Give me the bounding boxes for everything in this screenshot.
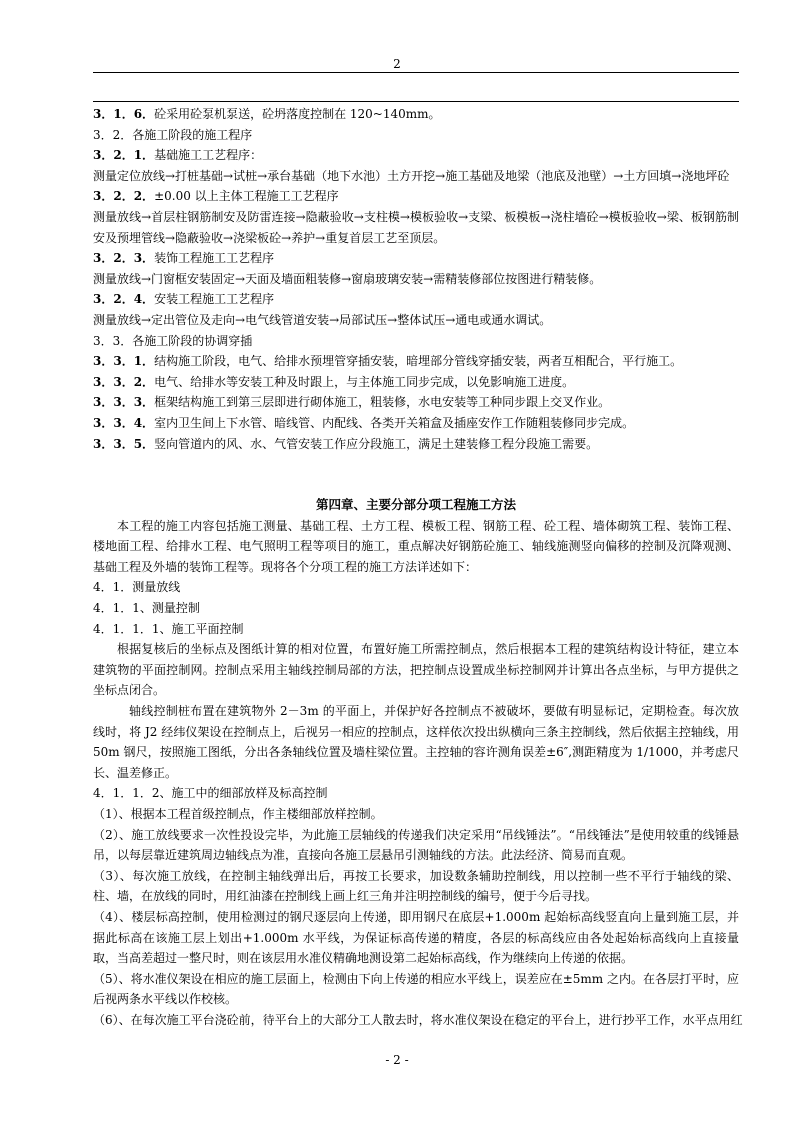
item-3-3-5: 3．3．5．竖向管道内的风、水、气管安装工作应分段施工，满足土建装修工程分段施工需要。 — [93, 436, 599, 451]
section-3-2-heading: 3．2．各施工阶段的施工程序 — [93, 127, 253, 142]
item-3-3-4: 3．3．4．室内卫生间上下水管、暗线管、内配线、各类开关箱盒及插座安作工作随粗装修同步完成。 — [93, 415, 635, 430]
list-item-6: （6）、在每次施工平台浇砼前，待平台上的大部分工人散去时，将水准仪架设在稳定的平台上，进行抄平工作，水平点用红 — [93, 1012, 743, 1027]
section-4-1-1-2-heading: 4．1．1．2、施工中的细部放样及标高控制 — [93, 786, 328, 801]
page-footer-number: - 2 - — [385, 1053, 409, 1067]
axis-control-paragraph: 轴线控制桩布置在建筑物外 2－3m 的平面上，并保护好各控制点不被破坏，要做有明显标记，定期检查。每次放线时，将 J2 经纬仪架设在控制点上，后视另一相应的控制点，这样依次投出纵横向三条主控制线，然后依据主控轴线，用 50m 钢尺，按照施工图纸，分出各条轴线位置及墙柱梁位置。主控轴的容许测角误差±6″,测距精度为 1/1000，并考虑尺长、温差修正。 — [93, 704, 739, 780]
item-3-3-3: 3．3．3．框架结构施工到第三层即进行砌体施工，粗装修，水电安装等工种同步跟上交叉作业。 — [93, 395, 611, 410]
item-3-1-6: 3．1．6．砼采用砼泵机泵送，砼坍落度控制在 120~140mm。 — [93, 107, 441, 121]
header-rule — [93, 72, 739, 73]
document-body — [93, 104, 743, 1031]
page-header-number: 2 — [393, 57, 401, 71]
list-item-3: （3）、每次施工放线，在控制主轴线弹出后，再按工长要求，加设数条辅助控制线，用以控制一些不平行于轴线的梁、柱、墙，在放线的同时，用红油漆在控制线上画上红三角并注明控制线的编号，便于今后寻找。 — [93, 868, 739, 904]
item-3-2-1: 3．2．1．基础施工工艺程序： — [93, 148, 263, 163]
foundation-process: 测量定位放线→打桩基础→试桩→承台基础（地下水池）土方开挖→施工基础及地梁（池底及池壁）→土方回填→浇地坪砼 — [93, 168, 730, 183]
item-3-2-4: 3．2．4．安装工程施工工艺程序 — [93, 292, 275, 307]
section-3-3-heading: 3．3．各施工阶段的协调穿插 — [93, 333, 253, 348]
installation-process: 测量放线→定出管位及走向→电气线管道安装→局部试压→整体试压→通电或通水调试。 — [93, 312, 552, 327]
section-4-1-1-1-heading: 4．1．1．1、施工平面控制 — [93, 621, 244, 636]
main-structure-process: 测量放线→首层柱钢筋制安及防雷连接→隐蔽验收→支柱模→模板验收→支梁、板模板→浇柱墙砼→模板验收→梁、板钢筋制安及预埋管线→隐蔽验收→浇梁板砼→养护→重复首层工艺至顶层。 — [93, 209, 739, 245]
item-3-3-2: 3．3．2．电气、给排水等安装工种及时跟上，与主体施工同步完成，以免影响施工进度。 — [93, 374, 575, 389]
decoration-process: 测量放线→门窗框安装固定→天面及墙面粗装修→窗扇玻璃安装→需精装修部位按图进行精装修。 — [93, 271, 602, 286]
item-3-3-1: 3．3．1．结构施工阶段，电气、给排水预埋管穿插安装，暗埋部分管线穿插安装，两者互相配合，平行施工。 — [93, 354, 683, 369]
section-4-1-heading: 4．1．测量放线 — [93, 580, 181, 595]
chapter-4-intro: 本工程的施工内容包括施工测量、基础工程、土方工程、模板工程、钢筋工程、砼工程、墙体砌筑工程、装饰工程、楼地面工程、给排水工程、电气照明工程等项目的施工，重点解决好钢筋砼施工、轴线施测竖向偏移的控制及沉降观测、基础工程及外墙的装饰工程等。现将各个分项工程的施工方法详述如下： — [93, 518, 739, 574]
section-4-1-1-heading: 4．1．1、测量控制 — [93, 601, 200, 616]
chapter-spacer — [93, 454, 739, 495]
list-item-4: （4）、楼层标高控制，使用检测过的钢尺逐层向上传递，即用钢尺在底层+1.000m 起始标高线竖直向上量到施工层，并据此标高在该施工层上划出+1.000m 水平线，为保证标高传递的精度，各层的标高线应由各处起始标高线向上直接量取，当高差超过一整尺时，则在该层用水准仪精确地测设第二起始标高线，作为继续向上传递的依据。 — [93, 909, 739, 966]
list-item-2: （2）、施工放线要求一次性投设完毕，为此施工层轴线的传递我们决定采用“吊线锤法”。“吊线锤法”是使用较重的线锤悬吊，以每层靠近建筑周边轴线点为准，直接向各施工层悬吊引测轴线的方法。此法经济、简易而直观。 — [93, 827, 739, 863]
plane-control-paragraph: 根据复核后的坐标点及图纸计算的相对位置，布置好施工所需控制点，然后根据本工程的建筑结构设计特征，建立本建筑物的平面控制网。控制点采用主轴线控制局部的方法，把控制点设置成坐标控制网并计算出各点坐标，与甲方提供之坐标点闭合。 — [93, 642, 739, 698]
item-3-2-3: 3．2．3．装饰工程施工工艺程序 — [93, 251, 275, 266]
content-top-rule — [93, 101, 739, 102]
chapter-4-title: 第四章、主要分部分项工程施工方法 — [315, 497, 516, 513]
list-item-1: （1）、根据本工程首级控制点，作主楼细部放样控制。 — [93, 807, 383, 821]
list-item-5: （5）、将水准仪架设在相应的施工层面上，检测由下向上传递的相应水平线上，误差应在±5mm 之内。在各层打平时，应后视两条水平线以作校核。 — [93, 971, 739, 1007]
item-3-2-2: 3．2．2．±0.00 以上主体工程施工工艺程序 — [93, 189, 339, 204]
